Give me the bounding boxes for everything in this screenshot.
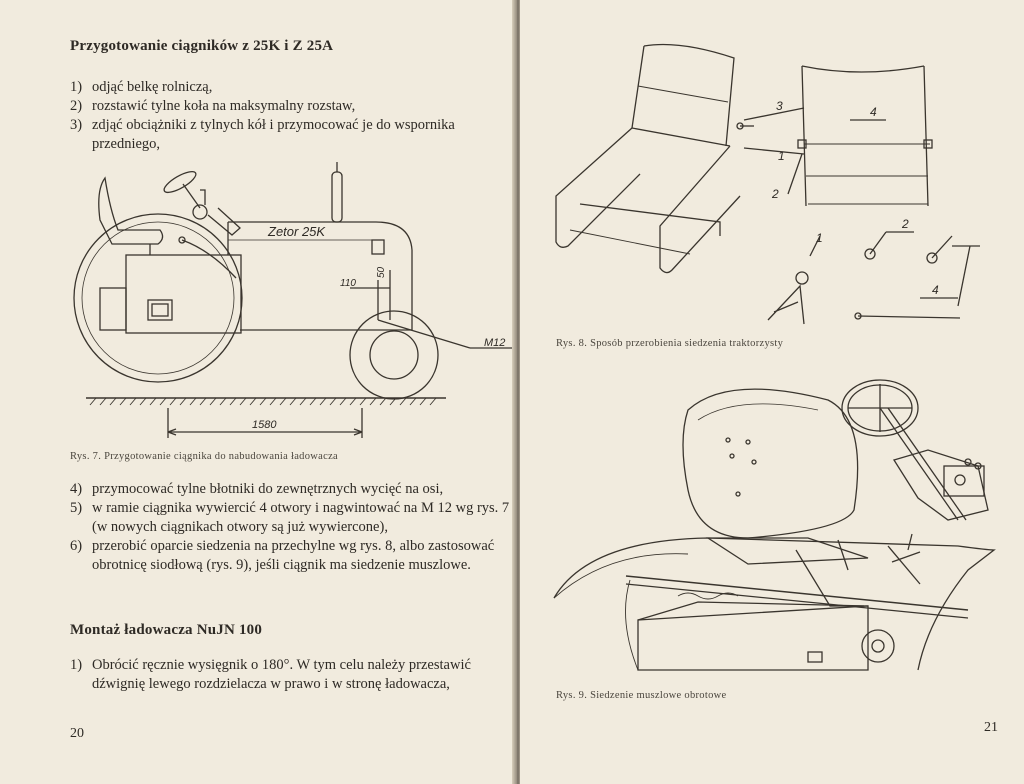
list-item: 3) zdjąć obciążniki z tylnych kół i przymocować je do wspornika przedniego, — [70, 117, 455, 152]
figure-7-caption: Rys. 7. Przygotowanie ciągnika do nabudowania ładowacza — [70, 451, 339, 462]
figure-7-tractor-drawing — [0, 160, 516, 450]
figure-9-caption: Rys. 9. Siedzenie muszlowe obrotowe — [556, 690, 727, 701]
part-label-3: 3 — [776, 99, 783, 113]
dimension-1580: 1580 — [252, 419, 277, 431]
section-heading-assembly: Montaż ładowacza NuJN 100 — [70, 622, 263, 638]
part-label-1-bottom: 1 — [816, 231, 823, 245]
section-heading-preparation: Przygotowanie ciągników z 25K i Z 25A — [70, 38, 334, 54]
figure-8-caption: Rys. 8. Sposób przerobienia siedzenia traktorzysty — [556, 338, 784, 349]
part-label-4: 4 — [870, 105, 877, 119]
dimension-110: 110 — [340, 278, 356, 289]
part-label-4-bottom: 4 — [932, 283, 939, 297]
shell-seat-outline — [683, 389, 858, 538]
page-number-left: 20 — [70, 726, 84, 741]
part-label-2: 2 — [772, 187, 779, 201]
list-item: 1) Obrócić ręcznie wysięgnik o 180°. W tym celu należy przestawić dźwignię lewego rozdzielacza w prawo i w stronę ładowacza, — [70, 657, 471, 692]
list-item: 4) przymocować tylne błotniki do zewnętrznych wycięć na osi, — [70, 481, 444, 497]
seat-outline — [99, 178, 163, 244]
dimension-50: 50 — [376, 266, 387, 278]
assembly-list — [70, 656, 510, 694]
preparation-list-continued — [70, 480, 510, 575]
exhaust-pipe — [332, 172, 342, 222]
list-item: 2) rozstawić tylne koła na maksymalny rozstaw, — [70, 98, 356, 114]
list-item: 6) przerobić oparcie siedzenia na przechylne wg rys. 8, albo zastosować obrotnicę siodłową (rys. 9), jeśli ciągnik ma siedzenie muszlowe. — [70, 538, 495, 573]
list-item: 1) odjąć belkę rolniczą, — [70, 79, 213, 95]
figure-8-seat-parts-drawing — [540, 36, 1020, 336]
rear-wheel-outline — [74, 214, 242, 382]
preparation-list — [70, 78, 510, 154]
figure-9-swivel-seat-drawing — [548, 370, 1018, 680]
steering-wheel-outline — [161, 168, 198, 196]
dimension-m12: M12 — [484, 337, 506, 349]
seat-frame-right — [802, 66, 924, 72]
bracket-part — [768, 286, 804, 324]
part-label-2-bottom: 2 — [902, 217, 909, 231]
right-page — [520, 0, 1024, 784]
part-label-1: 1 — [778, 149, 785, 163]
list-item: 5) w ramie ciągnika wywiercić 4 otwory i nagwintować na M 12 wg rys. 7 (w nowych ciągnikach otwory są już wywiercone), — [70, 500, 510, 535]
toolbox-outline — [638, 606, 868, 670]
tractor-brand-label: Zetor 25K — [268, 224, 326, 239]
rod-part — [858, 316, 960, 318]
page-number-right: 21 — [984, 720, 998, 735]
